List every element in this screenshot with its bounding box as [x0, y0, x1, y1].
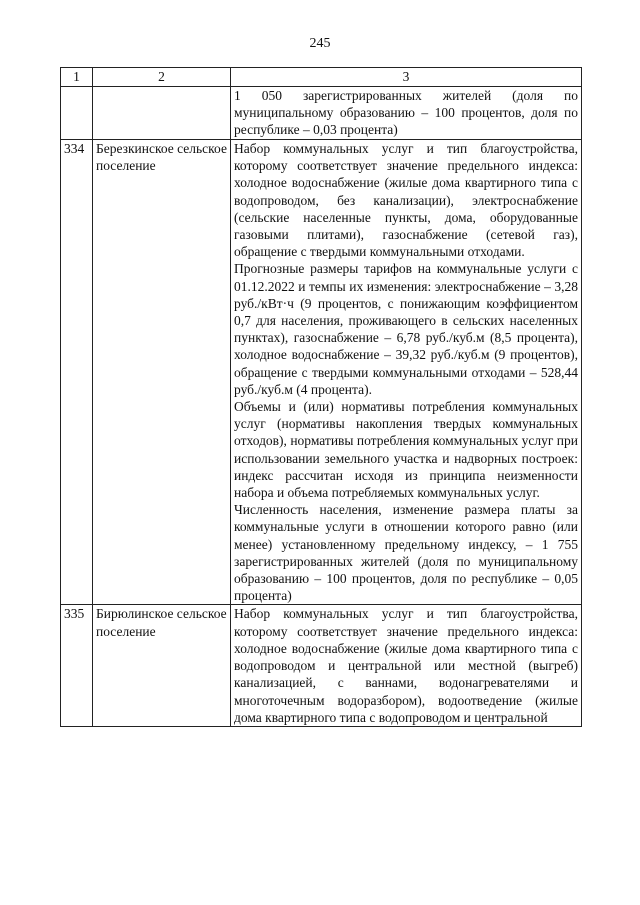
header-col-1: 1: [61, 68, 93, 87]
row-number-cell: 334: [61, 140, 93, 605]
table-header-row: [61, 68, 582, 87]
description-cell: [231, 605, 582, 726]
page-number: 245: [309, 36, 331, 51]
description-cell: [231, 87, 582, 140]
row-number-cell: [61, 87, 93, 140]
paragraph-tariffs: Прогнозные размеры тарифов на коммунальные услуги с 01.12.2022 и темпы их изменения: электроснабжение – 3,28 руб./кВт·ч (9 процентов, с понижающим коэффициентом 0,7 для населения, проживающего в сельских населенных пунктах), газоснабжение – 6,78 руб./куб.м (8,5 процента), холодное водоснабжение – 39,32 руб./куб.м (9 процентов), обращение с твердыми коммунальными отходами – 528,44 руб./куб.м (4 процента).: [234, 261, 578, 397]
table-row-334: [61, 140, 582, 605]
header-col-2: 2: [93, 68, 231, 87]
paragraph: 1 050 зарегистрированных жителей (доля по муниципальному образованию – 100 процентов, доля по республике – 0,03 процента): [234, 88, 578, 138]
paragraph-service-set: Набор коммунальных услуг и тип благоустройства, которому соответствует значение предельного индекса: холодное водоснабжение (жилые дома квартирного типа с водопроводом и центральной или местной (выгреб) канализацией, с ваннами, водонагревателями и многоточечным водоразбором), водоотведение (жилые дома квартирного типа с водопроводом и центральной: [234, 606, 578, 725]
table-row-335: [61, 605, 582, 726]
row-number-cell: 335: [61, 605, 93, 726]
table-row-continuation: [61, 87, 582, 140]
tariff-table: [60, 67, 582, 727]
paragraph-norms: Объемы и (или) нормативы потребления коммунальных услуг (нормативы накопления твердых коммунальных отходов), нормативы потребления коммунальных услуг при использовании земельного участка и надворных построек: индекс рассчитан исходя из принципа неизменности набора и объема потребляемых коммунальных услуг.: [234, 399, 578, 501]
paragraph-service-set: Набор коммунальных услуг и тип благоустройства, которому соответствует значение предельного индекса: холодное водоснабжение (жилые дома квартирного типа с водопроводом, без канализации), электроснабжение (сельские населенные пункты, дома, оборудованные газовыми плитами), газоснабжение (сетевой газ), обращение с твердыми коммунальными отходами.: [234, 141, 578, 260]
settlement-name-cell: Березкинское сельское поселение: [93, 140, 231, 605]
settlement-name-cell: [93, 87, 231, 140]
description-cell: [231, 140, 582, 605]
paragraph-population: Численность населения, изменение размера платы за коммунальные услуги в отношении которого равно (или менее) установленному предельному индексу, – 1 755 зарегистрированных жителей (доля по муниципальному образованию – 100 процентов, доля по республике – 0,05 процента): [234, 502, 578, 604]
settlement-name-cell: Бирюлинское сельское поселение: [93, 605, 231, 726]
header-col-3: 3: [231, 68, 582, 87]
